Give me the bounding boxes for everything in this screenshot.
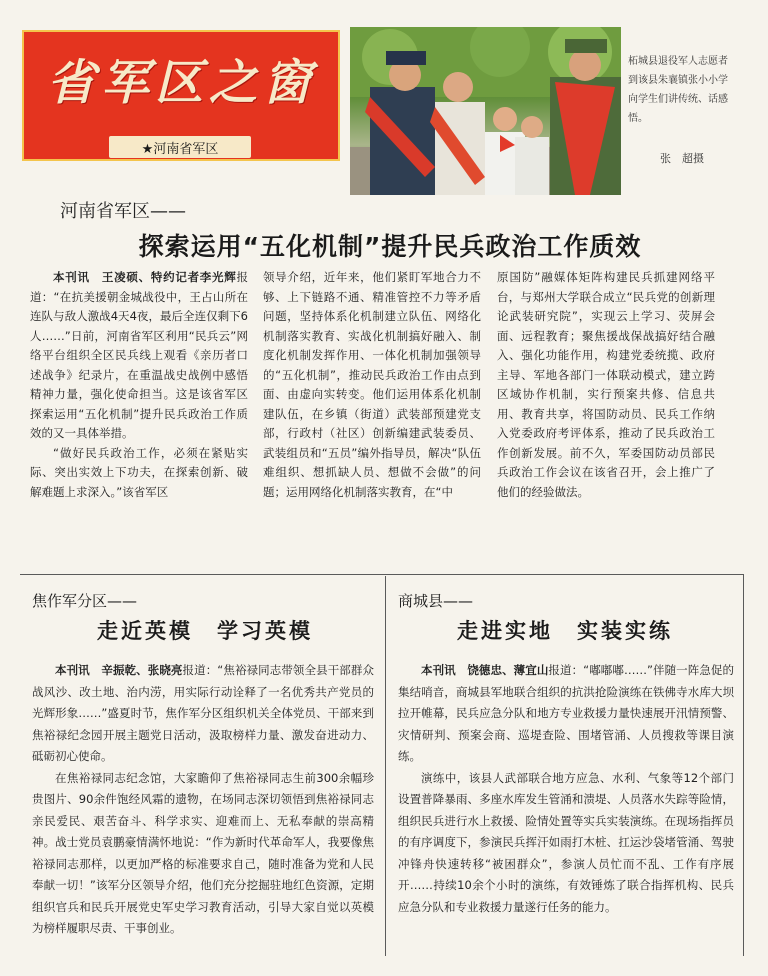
right-article-paragraph: 报道：“嘟嘟嘟……”伴随一阵急促的集结哨音，商城县军地联合组织的抗洪抢险演练在铁佛寺水库大坝拉开帷幕，民兵应急分队和地方专业救援力量快速展开汛情预警、灾情研判、预案会商、巡堤查险、围堵管涌、人员搜救等课目演练。 <box>398 663 734 763</box>
lead-article-column-2 <box>263 268 481 502</box>
left-article-paragraph: 在焦裕禄同志纪念馆，大家瞻仰了焦裕禄同志生前300余幅珍贵图片、90余件饱经风霜的遗物，在场同志深切领悟到焦裕禄同志亲民爱民、艰苦奋斗、科学求实、迎难而上、无私奉献的崇高精神。战士党员袁鹏豪情满怀地说：“作为新时代革命军人，我要像焦裕禄同志那样，以更加严格的标准要求自己，随时准备为党和人民奉献一切！”该军分区领导介绍，他们充分挖掘驻地红色资源，定期组织官兵和民兵开展党史军史学习教育活动，引导大家自觉以英模为榜样履职尽责、干事创业。 <box>32 770 374 935</box>
photo-caption: 柘城县退役军人志愿者到该县朱襄镇张小小学向学生们讲传统、话感悟。 <box>628 56 728 124</box>
left-article-paragraph: 报道：“焦裕禄同志带领全县干部群众战风沙、改土地、治内涝，用实际行动诠释了一名优秀共产党员的光辉形象……”盛夏时节，焦作军分区组织机关全体党员、干部来到焦裕禄纪念园开展主题党日活动，汲取榜样力量、激发奋进动力、砥砺初心使命。 <box>32 663 374 763</box>
news-photo <box>350 27 621 195</box>
lead-article-column-1 <box>30 268 248 502</box>
right-article-subtitle: 商城县—— <box>398 592 474 610</box>
lead-article-subtitle: 河南省军区—— <box>60 201 186 222</box>
lead-article-paragraph: 领导介绍，近年来，他们紧盯军地合力不够、上下链路不通、精准管控不力等矛盾问题，坚持体系化机制建立队伍、网络化机制落实教育、实战化机制搞好融入、制度化机制发挥作用、一体化机制加强领导的“五化机制”，推动民兵政治工作由点到面、由虚向实转变。他们运用体系化机制建队伍，在乡镇（街道）武装部预建党支部，行政村（社区）创新编建武装委员、武装组员和“五员”编外指导员，解决“队伍难组织、想抓缺人员、想做不会做”的问题；运用网络化机制落实教育，在“中 <box>263 270 481 499</box>
section-banner <box>22 30 340 161</box>
right-article-paragraph: 演练中，该县人武部联合地方应急、水利、气象等12个部门设置普降暴雨、多座水库发生管涌和溃堤、人员落水失踪等险情，组织民兵进行水上救援、险情处置等实兵实装演练。在现场指挥员的有序调度下，参演民兵挥汗如雨打木桩、扛运沙袋堵管涌、驾驶冲锋舟快速转移“被困群众”，参演人员忙而不乱、工作有序展开……持续10余个小时的演练，有效锤炼了联合指挥机构、民兵应急分队和专业救援力量遂行任务的能力。 <box>398 770 734 914</box>
section-divider <box>20 574 744 575</box>
left-article-byline: 本刊讯 辛振乾、张晓亮 <box>55 663 183 677</box>
lead-article-byline: 本刊讯 王凌硕、特约记者李光辉 <box>53 270 237 284</box>
left-article-headline: 走近英模 学习英模 <box>97 619 313 643</box>
left-article-subtitle: 焦作军分区—— <box>32 592 138 610</box>
lead-article-headline: 探索运用“五化机制”提升民兵政治工作质效 <box>138 232 642 261</box>
left-article-body <box>32 660 374 940</box>
lead-article-paragraph: 原国防”融媒体矩阵构建民兵抓建网络平台，与郑州大学联合成立“民兵党的创新理论武装研究院”，实现云上学习、荧屏会面、远程教育；聚焦援战保战搞好结合融入、强化功能作用，构建党委统揽、政府主导、军地各部门一体联动模式，建立跨区域协作机制，实行预案共修、信息共用、教育共享，将国防动员、民兵工作纳入党委政府考评体系，推动了民兵政治工作创新发展。前不久，军委国防动员部民兵政治工作会议在该省召开，会上推广了他们的经验做法。 <box>497 270 715 499</box>
photo-illustration <box>350 27 621 195</box>
column-divider <box>385 576 386 956</box>
right-article-body <box>398 660 734 918</box>
banner-title: 省军区之窗 <box>46 55 317 111</box>
lead-article-column-3 <box>497 268 715 502</box>
banner-tag: ★河南省军区 <box>109 136 251 158</box>
frame-border <box>743 574 744 956</box>
lead-article-paragraph: “做好民兵政治工作，必须在紧贴实际、突出实效上下功夫，在探索创新、破解难题上求深入。”该省军区 <box>30 445 248 499</box>
photo-credit: 张 超摄 <box>660 152 704 165</box>
right-article-byline: 本刊讯 饶德忠、薄宜山 <box>421 663 549 677</box>
lead-article-paragraph: 报道：“在抗美援朝金城战役中，王占山所在连队与敌人激战4天4夜，最后全连仅剩下6人……”日前，河南省军区利用“民兵云”网络平台组织全区民兵线上观看《亲历者口述战争》纪录片，在重温战史战例中感悟精神力量，强化使命担当。这是该省军区探索运用“五化机制”提升民兵政治工作质效的又一具体举措。 <box>30 270 248 440</box>
right-article-headline: 走进实地 实装实练 <box>457 619 673 643</box>
